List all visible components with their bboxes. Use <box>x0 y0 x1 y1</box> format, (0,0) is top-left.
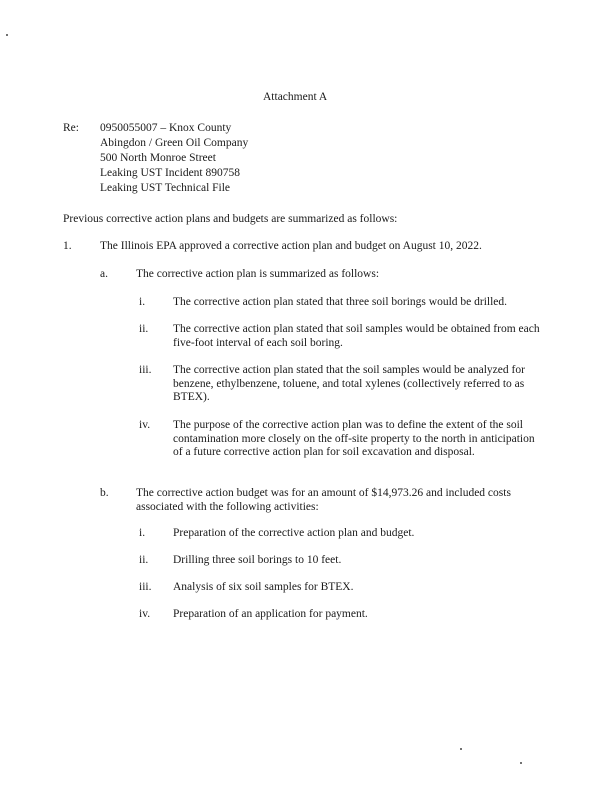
list-item-text: The corrective action plan stated that three soil borings would be drilled. <box>173 296 508 308</box>
list-item-text: Analysis of six soil samples for BTEX. <box>173 581 354 593</box>
subitem-text: The corrective action budget was for an amount of $14,973.26 and included costs associated with the following activities: <box>136 487 511 513</box>
roman-numeral: iv. <box>139 608 151 620</box>
scan-speck <box>6 34 8 36</box>
roman-numeral: iii. <box>139 364 152 376</box>
attachment-heading: Attachment A <box>263 91 328 103</box>
subitem-label: a. <box>100 268 108 280</box>
item-number: 1. <box>63 240 72 252</box>
list-item-text: The corrective action plan stated that the soil samples would be analyzed for benzene, ethylbenzene, toluene, and total xylenes (collectively referred to as BTEX). <box>173 364 525 403</box>
roman-numeral: iii. <box>139 581 152 593</box>
intro-paragraph: Previous corrective action plans and budgets are summarized as follows: <box>63 213 398 225</box>
list-item-text: Drilling three soil borings to 10 feet. <box>173 554 342 566</box>
re-line: Leaking UST Incident 890758 <box>100 167 240 179</box>
roman-numeral: ii. <box>139 554 149 566</box>
roman-numeral: i. <box>139 527 146 539</box>
re-line: 0950055007 – Knox County <box>100 122 232 134</box>
re-line: Abingdon / Green Oil Company <box>100 137 249 149</box>
roman-numeral: i. <box>139 296 146 308</box>
scan-speck <box>460 748 462 750</box>
re-line: Leaking UST Technical File <box>100 182 231 194</box>
item-text: The Illinois EPA approved a corrective action plan and budget on August 10, 2022. <box>100 240 482 252</box>
subitem-label: b. <box>100 487 109 499</box>
list-item-text: The corrective action plan stated that soil samples would be obtained from each five-foot interval of each soil boring. <box>173 323 540 349</box>
re-label: Re: <box>63 122 79 134</box>
scan-speck <box>520 762 522 764</box>
list-item-text: Preparation of an application for payment. <box>173 608 368 620</box>
roman-numeral: ii. <box>139 323 149 335</box>
subitem-text: The corrective action plan is summarized as follows: <box>136 268 380 280</box>
list-item-text: Preparation of the corrective action plan and budget. <box>173 527 415 539</box>
roman-numeral: iv. <box>139 419 151 431</box>
re-line: 500 North Monroe Street <box>100 152 216 164</box>
list-item-text: The purpose of the corrective action plan was to define the extent of the soil contamination more closely on the off-site property to the north in anticipation of a future corrective action plan for soil excavation and disposal. <box>173 419 535 458</box>
